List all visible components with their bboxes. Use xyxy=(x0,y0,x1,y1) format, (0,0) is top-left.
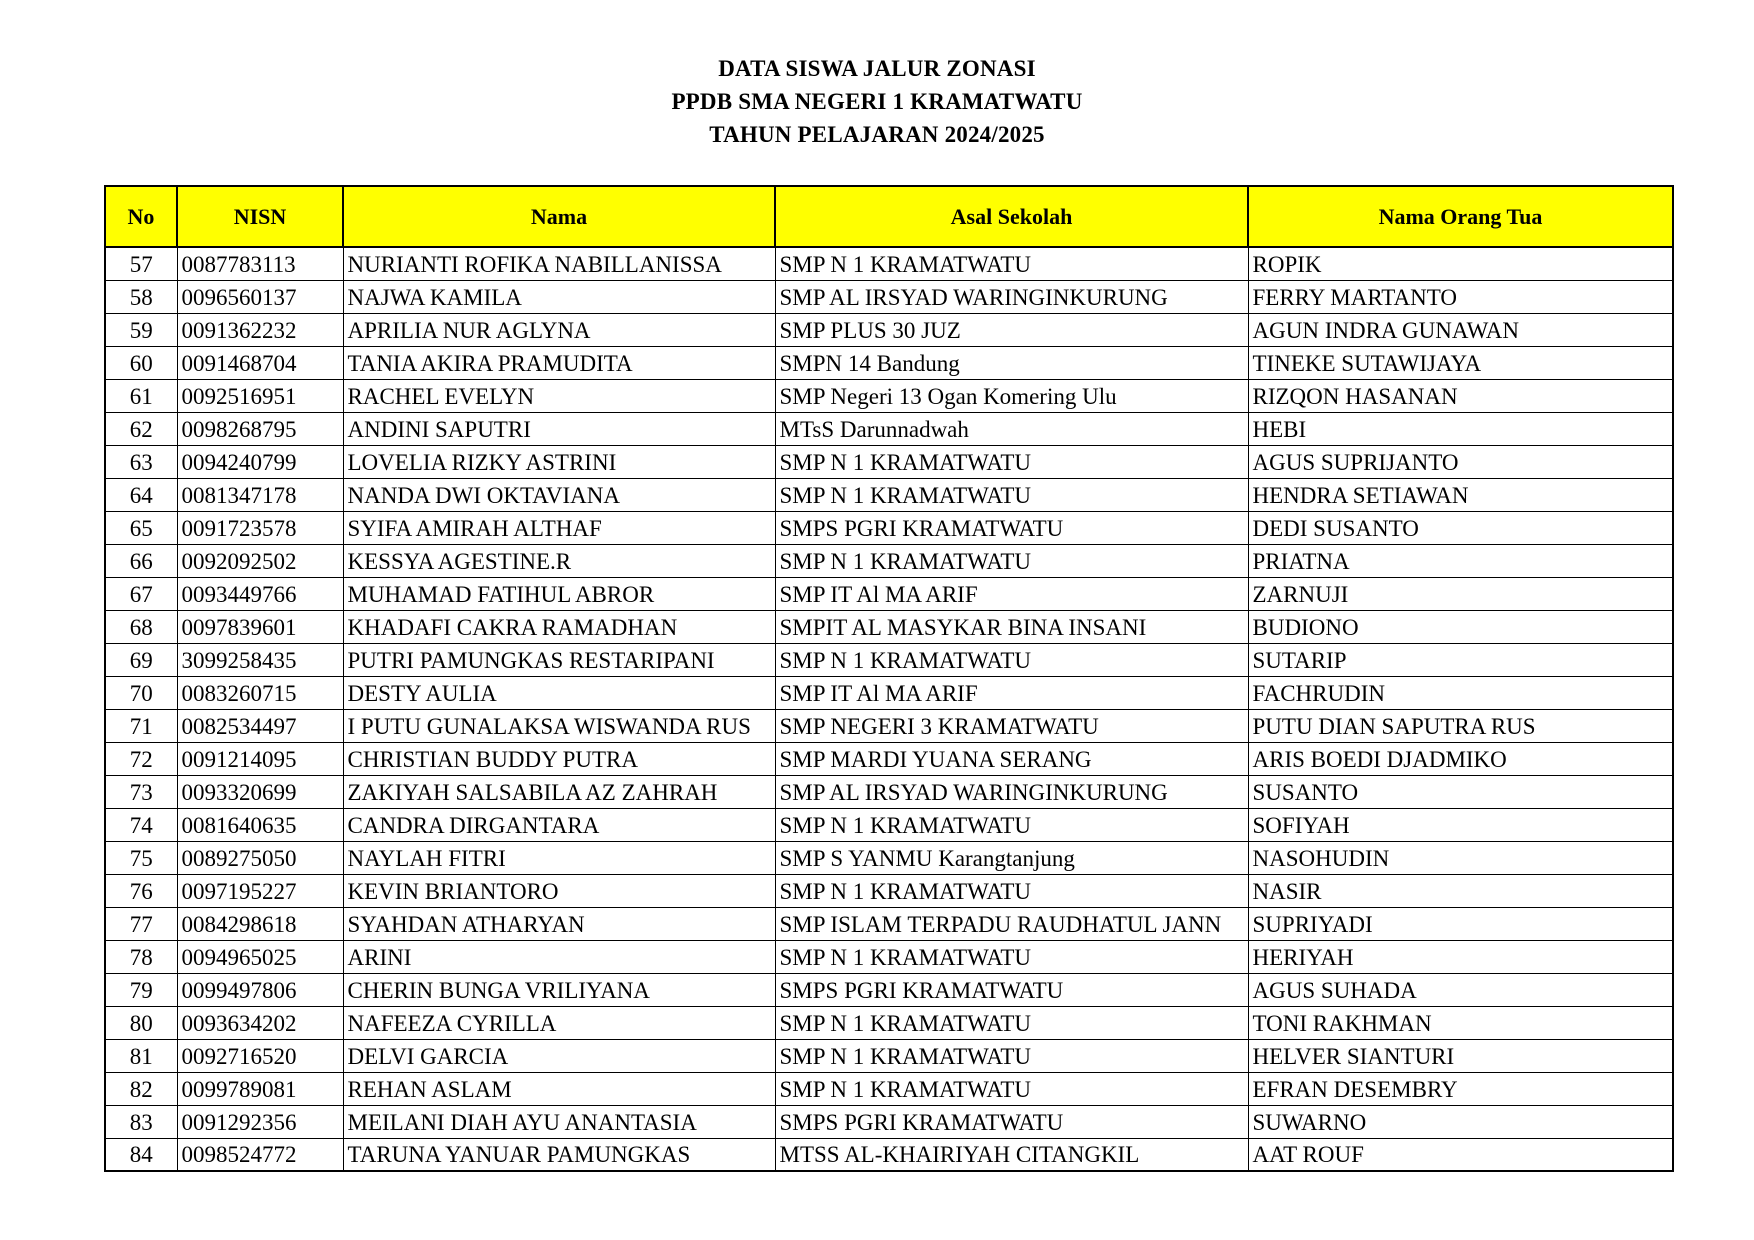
header-row xyxy=(105,186,1673,247)
cell-nama-orang-tua: NASOHUDIN xyxy=(1248,841,1673,874)
cell-asal-sekolah: SMP IT Al MA ARIF xyxy=(775,676,1248,709)
cell-asal-sekolah: SMP IT Al MA ARIF xyxy=(775,577,1248,610)
cell-nisn: 0098524772 xyxy=(177,1138,343,1171)
table-row xyxy=(105,973,1673,1006)
cell-no: 61 xyxy=(105,379,177,412)
cell-asal-sekolah: SMP AL IRSYAD WARINGINKURUNG xyxy=(775,775,1248,808)
cell-nama-orang-tua: AAT ROUF xyxy=(1248,1138,1673,1171)
cell-asal-sekolah: SMP N 1 KRAMATWATU xyxy=(775,478,1248,511)
cell-no: 84 xyxy=(105,1138,177,1171)
column-header-no: No xyxy=(105,186,177,247)
cell-nisn: 0096560137 xyxy=(177,280,343,313)
cell-no: 75 xyxy=(105,841,177,874)
cell-asal-sekolah: MTsS Darunnadwah xyxy=(775,412,1248,445)
cell-no: 80 xyxy=(105,1006,177,1039)
table-row xyxy=(105,577,1673,610)
cell-no: 81 xyxy=(105,1039,177,1072)
cell-nama-orang-tua: PUTU DIAN SAPUTRA RUS xyxy=(1248,709,1673,742)
cell-nama-orang-tua: HENDRA SETIAWAN xyxy=(1248,478,1673,511)
table-row xyxy=(105,1105,1673,1138)
cell-nisn: 0093634202 xyxy=(177,1006,343,1039)
cell-nama-orang-tua: SOFIYAH xyxy=(1248,808,1673,841)
title-line-2: PPDB SMA NEGERI 1 KRAMATWATU xyxy=(671,89,1083,114)
cell-nama-orang-tua: AGUN INDRA GUNAWAN xyxy=(1248,313,1673,346)
cell-asal-sekolah: SMP N 1 KRAMATWATU xyxy=(775,1039,1248,1072)
cell-nama: KESSYA AGESTINE.R xyxy=(343,544,775,577)
table-row xyxy=(105,280,1673,313)
cell-nisn: 0081347178 xyxy=(177,478,343,511)
cell-nama: CANDRA DIRGANTARA xyxy=(343,808,775,841)
cell-nisn: 0091362232 xyxy=(177,313,343,346)
column-header-nama: Nama xyxy=(343,186,775,247)
table-row xyxy=(105,676,1673,709)
cell-nama-orang-tua: AGUS SUPRIJANTO xyxy=(1248,445,1673,478)
table-header xyxy=(105,186,1673,247)
table-row xyxy=(105,874,1673,907)
cell-nama: NANDA DWI OKTAVIANA xyxy=(343,478,775,511)
cell-no: 62 xyxy=(105,412,177,445)
table-row xyxy=(105,940,1673,973)
cell-nama: ARINI xyxy=(343,940,775,973)
cell-asal-sekolah: SMPS PGRI KRAMATWATU xyxy=(775,511,1248,544)
cell-nama-orang-tua: SUTARIP xyxy=(1248,643,1673,676)
cell-nama: PUTRI PAMUNGKAS RESTARIPANI xyxy=(343,643,775,676)
cell-nama: KHADAFI CAKRA RAMADHAN xyxy=(343,610,775,643)
table-row xyxy=(105,445,1673,478)
cell-nama: DESTY AULIA xyxy=(343,676,775,709)
column-header-nisn: NISN xyxy=(177,186,343,247)
cell-nisn: 0091723578 xyxy=(177,511,343,544)
cell-nama-orang-tua: FACHRUDIN xyxy=(1248,676,1673,709)
cell-nisn: 0098268795 xyxy=(177,412,343,445)
table-row xyxy=(105,1138,1673,1171)
cell-nama-orang-tua: ARIS BOEDI DJADMIKO xyxy=(1248,742,1673,775)
cell-no: 72 xyxy=(105,742,177,775)
cell-asal-sekolah: SMPS PGRI KRAMATWATU xyxy=(775,1105,1248,1138)
table-row xyxy=(105,412,1673,445)
cell-no: 57 xyxy=(105,247,177,280)
table-row xyxy=(105,841,1673,874)
cell-nisn: 0099789081 xyxy=(177,1072,343,1105)
cell-nisn: 0099497806 xyxy=(177,973,343,1006)
cell-nisn: 0087783113 xyxy=(177,247,343,280)
cell-nama: MEILANI DIAH AYU ANANTASIA xyxy=(343,1105,775,1138)
cell-asal-sekolah: SMP Negeri 13 Ogan Komering Ulu xyxy=(775,379,1248,412)
cell-nisn: 0083260715 xyxy=(177,676,343,709)
cell-no: 70 xyxy=(105,676,177,709)
cell-asal-sekolah: MTSS AL-KHAIRIYAH CITANGKIL xyxy=(775,1138,1248,1171)
cell-asal-sekolah: SMP MARDI YUANA SERANG xyxy=(775,742,1248,775)
cell-no: 82 xyxy=(105,1072,177,1105)
cell-nama-orang-tua: SUSANTO xyxy=(1248,775,1673,808)
cell-no: 58 xyxy=(105,280,177,313)
cell-asal-sekolah: SMPS PGRI KRAMATWATU xyxy=(775,973,1248,1006)
table-row xyxy=(105,742,1673,775)
cell-no: 71 xyxy=(105,709,177,742)
cell-nama-orang-tua: SUPRIYADI xyxy=(1248,907,1673,940)
cell-nama: NAFEEZA CYRILLA xyxy=(343,1006,775,1039)
document-title-block xyxy=(0,52,1754,151)
cell-nama-orang-tua: SUWARNO xyxy=(1248,1105,1673,1138)
title-line-1: DATA SISWA JALUR ZONASI xyxy=(718,56,1036,81)
table-row xyxy=(105,1006,1673,1039)
table-row xyxy=(105,643,1673,676)
cell-nisn: 0091214095 xyxy=(177,742,343,775)
cell-nama-orang-tua: RIZQON HASANAN xyxy=(1248,379,1673,412)
cell-nisn: 0094965025 xyxy=(177,940,343,973)
cell-nama: NURIANTI ROFIKA NABILLANISSA xyxy=(343,247,775,280)
cell-no: 69 xyxy=(105,643,177,676)
cell-nama: SYAHDAN ATHARYAN xyxy=(343,907,775,940)
cell-asal-sekolah: SMP N 1 KRAMATWATU xyxy=(775,544,1248,577)
cell-nisn: 0094240799 xyxy=(177,445,343,478)
cell-nama: RACHEL EVELYN xyxy=(343,379,775,412)
table-row xyxy=(105,775,1673,808)
cell-asal-sekolah: SMP N 1 KRAMATWATU xyxy=(775,1072,1248,1105)
table-row xyxy=(105,379,1673,412)
table-row xyxy=(105,907,1673,940)
cell-no: 66 xyxy=(105,544,177,577)
cell-no: 63 xyxy=(105,445,177,478)
table-row xyxy=(105,247,1673,280)
cell-nama: LOVELIA RIZKY ASTRINI xyxy=(343,445,775,478)
cell-nama-orang-tua: TONI RAKHMAN xyxy=(1248,1006,1673,1039)
cell-no: 78 xyxy=(105,940,177,973)
cell-no: 74 xyxy=(105,808,177,841)
column-header-asal-sekolah: Asal Sekolah xyxy=(775,186,1248,247)
cell-asal-sekolah: SMP N 1 KRAMATWATU xyxy=(775,808,1248,841)
cell-nama-orang-tua: AGUS SUHADA xyxy=(1248,973,1673,1006)
cell-no: 67 xyxy=(105,577,177,610)
cell-asal-sekolah: SMP N 1 KRAMATWATU xyxy=(775,445,1248,478)
cell-asal-sekolah: SMP AL IRSYAD WARINGINKURUNG xyxy=(775,280,1248,313)
cell-nisn: 0089275050 xyxy=(177,841,343,874)
table-body xyxy=(105,247,1673,1171)
cell-nama-orang-tua: FERRY MARTANTO xyxy=(1248,280,1673,313)
cell-asal-sekolah: SMP ISLAM TERPADU RAUDHATUL JANN xyxy=(775,907,1248,940)
cell-nama-orang-tua: HERIYAH xyxy=(1248,940,1673,973)
cell-nama: I PUTU GUNALAKSA WISWANDA RUS xyxy=(343,709,775,742)
cell-nama-orang-tua: ROPIK xyxy=(1248,247,1673,280)
cell-no: 79 xyxy=(105,973,177,1006)
cell-nisn: 0081640635 xyxy=(177,808,343,841)
cell-nama: NAYLAH FITRI xyxy=(343,841,775,874)
cell-nama-orang-tua: ZARNUJI xyxy=(1248,577,1673,610)
cell-nama: ANDINI SAPUTRI xyxy=(343,412,775,445)
title-line-3: TAHUN PELAJARAN 2024/2025 xyxy=(709,122,1045,147)
cell-nama: APRILIA NUR AGLYNA xyxy=(343,313,775,346)
cell-no: 73 xyxy=(105,775,177,808)
table-row xyxy=(105,808,1673,841)
table-row xyxy=(105,709,1673,742)
cell-nisn: 0093320699 xyxy=(177,775,343,808)
table-row xyxy=(105,1072,1673,1105)
table-row xyxy=(105,610,1673,643)
cell-nama: SYIFA AMIRAH ALTHAF xyxy=(343,511,775,544)
cell-nisn: 0092516951 xyxy=(177,379,343,412)
cell-asal-sekolah: SMP N 1 KRAMATWATU xyxy=(775,247,1248,280)
cell-nama-orang-tua: NASIR xyxy=(1248,874,1673,907)
table-row xyxy=(105,544,1673,577)
cell-nama: CHRISTIAN BUDDY PUTRA xyxy=(343,742,775,775)
cell-nama: ZAKIYAH SALSABILA AZ ZAHRAH xyxy=(343,775,775,808)
cell-nama: MUHAMAD FATIHUL ABROR xyxy=(343,577,775,610)
cell-nisn: 0091292356 xyxy=(177,1105,343,1138)
table-row xyxy=(105,346,1673,379)
cell-nama-orang-tua: HEBI xyxy=(1248,412,1673,445)
cell-nama-orang-tua: PRIATNA xyxy=(1248,544,1673,577)
cell-nama: CHERIN BUNGA VRILIYANA xyxy=(343,973,775,1006)
cell-nama: REHAN ASLAM xyxy=(343,1072,775,1105)
cell-nisn: 0092092502 xyxy=(177,544,343,577)
cell-nisn: 0093449766 xyxy=(177,577,343,610)
cell-no: 68 xyxy=(105,610,177,643)
cell-no: 59 xyxy=(105,313,177,346)
table-row xyxy=(105,1039,1673,1072)
cell-asal-sekolah: SMP PLUS 30 JUZ xyxy=(775,313,1248,346)
cell-nama: TARUNA YANUAR PAMUNGKAS xyxy=(343,1138,775,1171)
cell-nama: DELVI GARCIA xyxy=(343,1039,775,1072)
cell-asal-sekolah: SMP N 1 KRAMATWATU xyxy=(775,940,1248,973)
cell-nisn: 0092716520 xyxy=(177,1039,343,1072)
cell-asal-sekolah: SMP N 1 KRAMATWATU xyxy=(775,1006,1248,1039)
cell-nisn: 0091468704 xyxy=(177,346,343,379)
cell-asal-sekolah: SMPN 14 Bandung xyxy=(775,346,1248,379)
cell-asal-sekolah: SMP N 1 KRAMATWATU xyxy=(775,643,1248,676)
table-row xyxy=(105,313,1673,346)
column-header-nama-orang-tua: Nama Orang Tua xyxy=(1248,186,1673,247)
cell-no: 83 xyxy=(105,1105,177,1138)
cell-nama-orang-tua: BUDIONO xyxy=(1248,610,1673,643)
cell-asal-sekolah: SMPIT AL MASYKAR BINA INSANI xyxy=(775,610,1248,643)
cell-nisn: 0097839601 xyxy=(177,610,343,643)
table-row xyxy=(105,511,1673,544)
cell-nama-orang-tua: DEDI SUSANTO xyxy=(1248,511,1673,544)
cell-nisn: 0084298618 xyxy=(177,907,343,940)
cell-asal-sekolah: SMP N 1 KRAMATWATU xyxy=(775,874,1248,907)
cell-nisn: 0082534497 xyxy=(177,709,343,742)
cell-nama-orang-tua: EFRAN DESEMBRY xyxy=(1248,1072,1673,1105)
cell-no: 76 xyxy=(105,874,177,907)
student-table xyxy=(104,185,1674,1172)
cell-nama: TANIA AKIRA PRAMUDITA xyxy=(343,346,775,379)
cell-asal-sekolah: SMP NEGERI 3 KRAMATWATU xyxy=(775,709,1248,742)
cell-no: 64 xyxy=(105,478,177,511)
cell-nama-orang-tua: HELVER SIANTURI xyxy=(1248,1039,1673,1072)
cell-nisn: 0097195227 xyxy=(177,874,343,907)
cell-no: 60 xyxy=(105,346,177,379)
cell-asal-sekolah: SMP S YANMU Karangtanjung xyxy=(775,841,1248,874)
cell-nisn: 3099258435 xyxy=(177,643,343,676)
cell-nama-orang-tua: TINEKE SUTAWIJAYA xyxy=(1248,346,1673,379)
cell-no: 77 xyxy=(105,907,177,940)
table-row xyxy=(105,478,1673,511)
cell-nama: NAJWA KAMILA xyxy=(343,280,775,313)
cell-nama: KEVIN BRIANTORO xyxy=(343,874,775,907)
cell-no: 65 xyxy=(105,511,177,544)
